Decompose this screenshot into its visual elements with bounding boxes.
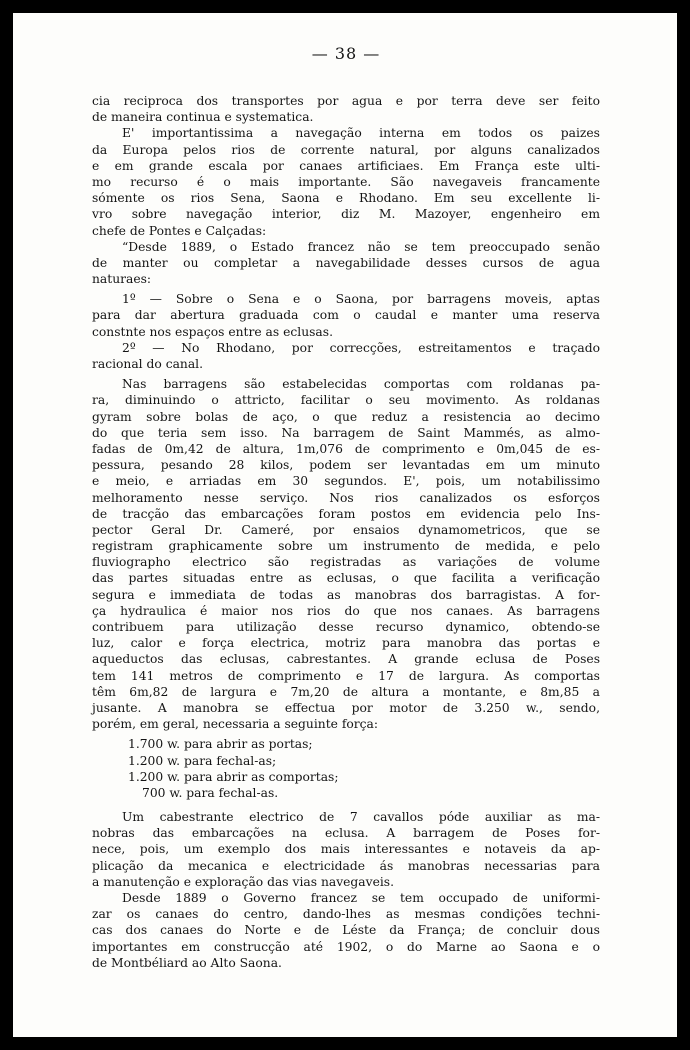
power-list-item: 1.200 w. para abrir as comportas; <box>128 769 339 784</box>
text-line: e meio, e arriadas em 30 segundos. E', pois, um notabilissimo <box>92 474 600 489</box>
text-line: de manter ou completar a navegabilidade desses cursos de agua <box>92 255 600 270</box>
text-line: pessura, pesando 28 kilos, podem ser levantadas em um minuto <box>92 458 600 473</box>
text-line: ra, diminuindo o attricto, facilitar o seu movimento. As roldanas <box>92 393 600 408</box>
text-line: contribuem para utilização desse recurso dynamico, obtendo-se <box>92 620 600 634</box>
text-line: “Desde 1889, o Estado francez não se tem preoccupado senão <box>122 239 600 254</box>
text-line: segura e immediata de todas as manobras dos barragistas. A for- <box>92 587 600 602</box>
text-line: chefe de Pontes e Calçadas: <box>92 223 267 238</box>
power-list-item: 1.200 w. para fechal-as; <box>128 753 277 768</box>
text-line: plicação da mecanica e electricidade ás manobras necessarias para <box>92 858 600 873</box>
document-page <box>13 13 677 1037</box>
text-line: para dar abertura graduada com o caudal e manter uma reserva <box>92 308 600 323</box>
text-line: Desde 1889 o Governo francez se tem occupado de uniformi- <box>122 891 600 905</box>
text-line: do que teria sem isso. Na barragem de Saint Mammés, as almo- <box>92 425 600 440</box>
text-line: porém, em geral, necessaria a seguinte força: <box>92 717 379 732</box>
text-line: importantes em construcção até 1902, o do Marne ao Saona e o <box>92 939 600 954</box>
text-line: E' importantissima a navegação interna em todos os paizes <box>122 126 600 141</box>
text-line: tem 141 metros de comprimento e 17 de largura. As comportas <box>92 668 600 683</box>
text-line: Um cabestrante electrico de 7 cavallos póde auxiliar as ma- <box>122 810 600 825</box>
text-line: naturaes: <box>92 272 152 287</box>
text-line: Nas barragens são estabelecidas comportas com roldanas pa- <box>122 377 600 392</box>
page-number: — 38 — <box>311 44 381 63</box>
text-line: registram graphicamente sobre um instrumento de medida, e pelo <box>92 539 600 554</box>
text-line: vro sobre navegação interior, diz M. Mazoyer, engenheiro em <box>92 207 600 222</box>
text-line: da Europa pelos rios de corrente natural, por alguns canalizados <box>92 142 600 157</box>
text-line: nece, pois, um exemplo dos mais interessantes e notaveis da ap- <box>92 842 600 857</box>
text-line: racional do canal. <box>92 357 204 371</box>
text-line: luz, calor e força electrica, motriz para manobra das portas e <box>92 636 600 651</box>
text-line: cas dos canaes do Norte e de Léste da França; de concluir dous <box>92 923 600 938</box>
text-line: a manutenção e exploração das vias navegaveis. <box>92 874 394 889</box>
text-line: gyram sobre bolas de aço, o que reduz a resistencia ao decimo <box>92 409 600 424</box>
text-line: 2º — No Rhodano, por correcções, estreitamentos e traçado <box>122 340 600 355</box>
text-line: cia reciproca dos transportes por agua e por terra deve ser feito <box>92 94 600 108</box>
text-line: melhoramento nesse serviço. Nos rios canalizados os esforços <box>92 490 600 505</box>
text-line: zar os canaes do centro, dando-lhes as mesmas condições techni- <box>92 907 600 922</box>
text-line: 1º — Sobre o Sena e o Saona, por barragens moveis, aptas <box>122 292 600 307</box>
power-list-item: 1.700 w. para abrir as portas; <box>128 737 313 752</box>
text-line: fadas de 0m,42 de altura, 1m,076 de comprimento e 0m,045 de es- <box>92 441 600 456</box>
text-line: de Montbéliard ao Alto Saona. <box>92 955 282 970</box>
text-line: constnte nos espaços entre as eclusas. <box>92 324 333 339</box>
text-line: de tracção das embarcações foram postos em evidencia pelo Ins- <box>92 506 600 521</box>
power-list-item: 700 w. para fechal-as. <box>142 785 279 800</box>
body-text <box>92 93 600 971</box>
text-line: e em grande escala por canaes artificiaes. Em França este ulti- <box>92 158 600 173</box>
text-line: aqueductos das eclusas, cabrestantes. A grande eclusa de Poses <box>92 652 600 667</box>
text-line: de maneira continua e systematica. <box>92 110 314 125</box>
text-line: têm 6m,82 de largura e 7m,20 de altura a montante, e 8m,85 a <box>92 684 600 699</box>
text-line: jusante. A manobra se effectua por motor de 3.250 w., sendo, <box>92 700 600 715</box>
text-line: sómente os rios Sena, Saona e Rhodano. Em seu excellente li- <box>92 191 600 206</box>
text-line: pector Geral Dr. Cameré, por ensaios dynamometricos, que se <box>92 522 600 537</box>
text-line: ça hydraulica é maior nos rios do que nos canaes. As barragens <box>92 603 600 618</box>
text-line: fluviographo electrico são registradas as variações de volume <box>92 555 600 570</box>
text-line: das partes situadas entre as eclusas, o que facilita a verificação <box>92 571 600 586</box>
text-line: nobras das embarcações na eclusa. A barragem de Poses for- <box>92 826 600 841</box>
text-line: mo recurso é o mais importante. São navegaveis francamente <box>92 174 600 189</box>
